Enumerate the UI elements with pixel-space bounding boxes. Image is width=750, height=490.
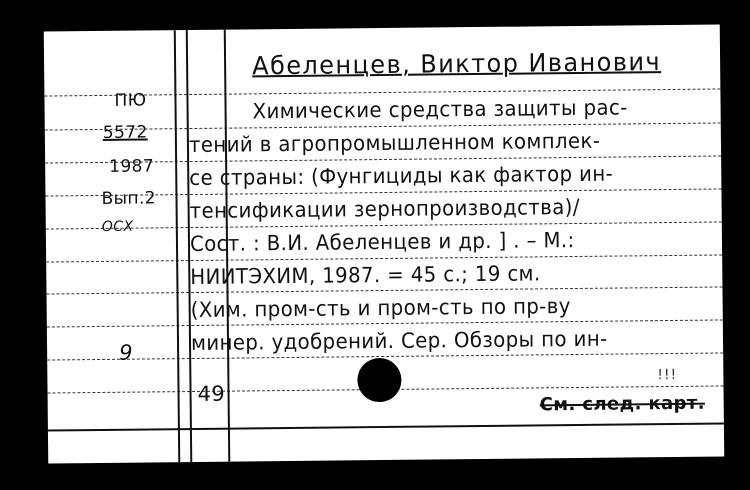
punch-hole bbox=[357, 358, 401, 402]
body-line-7: (Хим. пром-сть и пром-сть по пр-ву bbox=[190, 294, 571, 323]
call-code: ПЮ bbox=[114, 90, 147, 111]
call-issue: Вып.2 bbox=[101, 188, 157, 209]
body-line-1: Химические средства защиты рас- bbox=[252, 95, 628, 124]
body-line-3: се страны: (Фунгициды как фактор ин- bbox=[189, 161, 614, 191]
shelf-number: 9 bbox=[118, 340, 134, 365]
call-mark: ОСХ bbox=[101, 218, 134, 235]
call-number: 5572 bbox=[102, 122, 148, 143]
body-line-5: Сост. : В.И. Абеленцев и др. ] . – М.: bbox=[189, 228, 575, 257]
faint-mark: !!! bbox=[657, 366, 678, 384]
card-heading: Абеленцев, Виктор Иванович bbox=[251, 47, 662, 81]
ruled-line bbox=[46, 254, 722, 262]
ruled-line bbox=[48, 422, 724, 431]
body-line-8: минер. удобрений. Сер. Обзоры по ин- bbox=[190, 326, 608, 356]
call-year: 1987 bbox=[109, 156, 155, 177]
ruled-line bbox=[46, 221, 722, 229]
ruled-line bbox=[47, 286, 723, 294]
body-line-4: тенсификации зернопроизводства)/ bbox=[189, 194, 580, 224]
catalog-card bbox=[44, 24, 724, 463]
continued-label: См. след. карт. bbox=[539, 392, 706, 416]
body-line-6: НИИТЭХИМ, 1987. = 45 с.; 19 см. bbox=[190, 261, 541, 290]
ruled-line bbox=[47, 319, 723, 327]
body-line-2: тений в агропромышленном комплек- bbox=[188, 128, 601, 158]
extra-number: 49 bbox=[197, 381, 226, 406]
